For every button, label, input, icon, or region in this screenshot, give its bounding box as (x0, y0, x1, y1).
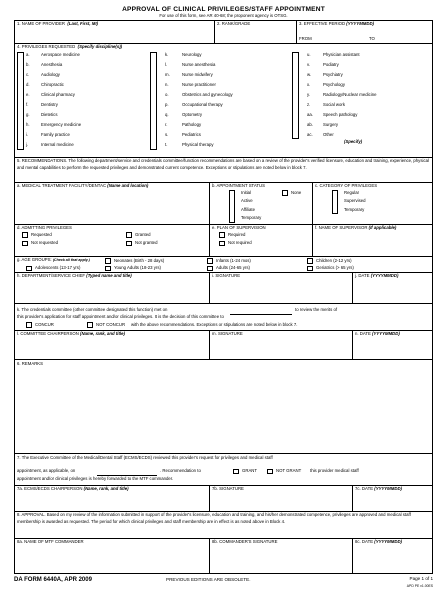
privilege-option: Obstetrics and gynecology (182, 91, 233, 97)
committee-met-text: k. The credentials committee (other committee designated this function) met on (17, 307, 168, 312)
privilege-letter: i. (26, 131, 29, 137)
recommendations-text: 5. RECOMMENDATIONS. The following department/service and credentials committee/function recommendations are based on a review of the provider's verified licensure, education and training, experience, physical and mental capabilities to perform the requested privileges and demonstrated current competence. Exceptions or stipulations are noted below in block 7. (17, 158, 429, 170)
ecms-date-field[interactable]: 7c. DATE (YYYYMMDD) (355, 486, 402, 491)
privilege-letter: m. (165, 71, 170, 77)
remarks-field[interactable]: 6. REMARKS (17, 361, 44, 366)
privilege-letter: a. (26, 51, 30, 57)
privileges-requested-label: 4. PRIVILEGES REQUESTED (Specify discipline(s)) (17, 44, 123, 49)
privilege-letter: o. (165, 91, 169, 97)
privilege-option: Family practice (41, 131, 70, 137)
privilege-option: Pediatrics (182, 131, 201, 137)
dept-chief-field[interactable]: h. DEPARTMENT/SERVICE CHIEF (Typed name and title) (17, 273, 132, 278)
privilege-letter: u. (307, 51, 311, 57)
grant-label: GRANT (242, 468, 258, 473)
supervision-required: Required (228, 231, 246, 237)
mtf-dentac-field[interactable]: a. MEDICAL TREATMENT FACILITY/DENTAC (Name and location) (17, 183, 149, 188)
privilege-option: Psychiatry (323, 71, 343, 77)
privilege-letter: n. (165, 81, 169, 87)
age-neonates: Neonates (Birth - 28 days) (114, 257, 165, 263)
privilege-letter: e. (26, 91, 30, 97)
privilege-option: Physician assistant (323, 51, 360, 57)
page-number: Page 1 of 1 (409, 576, 433, 581)
previous-editions-note: PREVIOUS EDITIONS ARE OBSOLETE. (166, 577, 251, 582)
privilege-letter: f. (26, 101, 29, 107)
admit-requested: Requested (31, 231, 52, 237)
privilege-option: Nurse anesthesia (182, 61, 216, 67)
privilege-letter: z. (307, 101, 311, 107)
age-adolescents: Adolescents (13-17 yrs) (35, 265, 81, 270)
age-adults-checkbox[interactable] (207, 266, 213, 272)
privilege-letter: q. (165, 111, 169, 117)
form-page (14, 6, 433, 592)
not-grant-label: NOT GRANT (276, 468, 302, 473)
committee-chair-field[interactable]: l. COMMITTEE CHAIRPERSON (Name, rank, and title) (17, 331, 125, 336)
ecms-signature-field[interactable]: 7b. SIGNATURE (212, 486, 244, 491)
category-temporary: Temporary (344, 206, 365, 212)
approval-text: 8. APPROVAL. Based on my review of the information submitted in support of the provider's licensure, education and training, and his/her demonstrated competence, privileges are approved and medical staff membership is awarded as requested. The period for which clinical privileges and staff membership are in effect is as noted above in Block 4. (17, 512, 411, 524)
admit-requested-checkbox[interactable] (22, 232, 28, 238)
privilege-option: Chiropractic (41, 81, 64, 87)
privilege-letter: r. (165, 121, 168, 127)
privilege-letter: p. (165, 101, 169, 107)
supervision-not-required-checkbox[interactable] (219, 241, 225, 247)
privilege-option: Occupational therapy (182, 101, 223, 107)
admit-not-requested-checkbox[interactable] (22, 241, 28, 247)
supervision-required-checkbox[interactable] (219, 232, 225, 238)
form-number: DA FORM 6440A, APR 2009 (14, 577, 92, 583)
privilege-option: Radiology/Nuclear medicine (323, 91, 377, 97)
privilege-option: Dietetics (41, 111, 58, 117)
privilege-letter: s. (165, 131, 169, 137)
privilege-letter: x. (307, 81, 311, 87)
status-active: Active (241, 198, 253, 203)
privilege-option: Neurology (182, 51, 202, 57)
committee-met-date-line[interactable] (230, 314, 292, 315)
concur-checkbox[interactable] (26, 322, 32, 328)
dept-chief-date-field[interactable]: j. DATE (YYYYMMDD) (355, 273, 399, 278)
privileges-col1-checkboxes[interactable] (17, 52, 24, 150)
privilege-letter: y. (307, 91, 311, 97)
status-initial: Initial (241, 189, 252, 195)
privilege-option: Dentistry (41, 101, 58, 107)
committee-signature-field[interactable]: m. SIGNATURE (212, 331, 243, 336)
other-specify-hint: (Specify) (344, 139, 363, 144)
supervisor-name-field[interactable]: f. NAME OF SUPERVISOR (If applicable) (315, 225, 397, 230)
not-concur-label: NOT CONCUR (96, 321, 126, 327)
privilege-letter: v. (307, 61, 311, 67)
age-geriatrics: Geriatrics (> 65 yrs) (316, 265, 354, 270)
privilege-letter: g. (26, 111, 30, 117)
privilege-letter: w. (307, 71, 312, 77)
privilege-letter: ab. (307, 121, 313, 127)
admitting-privileges-label: d. ADMITTING PRIVILEGES (17, 225, 72, 230)
age-neonates-checkbox[interactable] (105, 258, 111, 264)
form-subtitle: For use of this form, see AR 40-68; the proponent agency is OTSG. (159, 12, 288, 18)
age-infants-checkbox[interactable] (207, 258, 213, 264)
admit-not-granted-checkbox[interactable] (126, 241, 132, 247)
age-groups-label: g. AGE GROUPS: (Check all that apply.) (17, 257, 90, 262)
privilege-option: Podiatry (323, 61, 339, 67)
category-checkboxes[interactable] (332, 190, 338, 214)
age-children: Children (2-12 yrs) (316, 257, 352, 263)
privilege-option: Nurse midwifery (182, 71, 213, 77)
effective-from-label: FROM (299, 36, 312, 41)
ecms-review-text: 7. The Executive Committee of the Medical/Dental Staff (ECMS/ECDS) reviewed this provider's request for privileges and medical staff (17, 455, 273, 460)
privilege-option: Nurse practitioner (182, 81, 216, 87)
age-infants: Infants (1-24 mos) (216, 257, 251, 263)
not-grant-checkbox[interactable] (267, 469, 273, 475)
privilege-letter: h. (26, 121, 30, 127)
privilege-option: Other (323, 131, 334, 137)
privilege-option: Emergency medicine (41, 121, 82, 127)
ecms-chair-field[interactable]: 7a. ECMS/ECDS CHAIRPERSON (Name, rank, and title) (17, 486, 129, 491)
age-geriatrics-checkbox[interactable] (307, 266, 313, 272)
privilege-option: Pathology (182, 121, 202, 127)
medical-staff-text: this provider medical staff (310, 468, 359, 473)
privilege-option: Optometry (182, 111, 203, 117)
appointment-status-checkboxes[interactable] (229, 190, 235, 223)
category-supervised: Supervised (344, 198, 366, 203)
status-affiliate: Affiliate (241, 206, 256, 212)
admit-granted: Granted (135, 231, 151, 237)
privilege-option: Psychology (323, 81, 345, 87)
not-concur-checkbox[interactable] (87, 322, 93, 328)
appointment-status-label: b. APPOINTMENT STATUS (212, 183, 266, 188)
privilege-option: Surgery (323, 121, 339, 127)
privilege-letter: ac. (307, 131, 313, 137)
status-none: None (291, 189, 302, 195)
privilege-option: Speech pathology (323, 111, 358, 117)
mtf-commander-field[interactable]: 8a. NAME OF MTF COMMANDER (17, 539, 84, 544)
provider-name-field[interactable]: 1. NAME OF PROVIDER (Last, First, MI) (17, 21, 98, 26)
privilege-letter: aa. (307, 111, 313, 117)
age-young-adults: Young Adults (18-23 yrs) (114, 265, 161, 270)
effective-to-label: TO (369, 36, 375, 41)
privilege-option: Physical therapy (182, 141, 214, 147)
privilege-letter: l. (165, 61, 168, 67)
age-adolescents-checkbox[interactable] (26, 266, 32, 272)
status-temporary: Temporary (241, 215, 262, 220)
privileges-col3-checkboxes[interactable] (292, 52, 299, 140)
committee-decision-text: this provider's application for staff appointment and/or clinical privileges. It is the decision of this committee to (17, 314, 224, 319)
committee-merits-text: to review the merits of (295, 307, 338, 312)
age-young-adults-checkbox[interactable] (105, 266, 111, 272)
privilege-option: Anesthesia (41, 61, 63, 67)
effective-period-field[interactable]: 3. EFFECTIVE PERIOD (YYYYMMDD) (299, 21, 374, 26)
commander-date-field[interactable]: 8c. DATE (YYYYMMDD) (355, 539, 402, 544)
category-regular: Regular (344, 189, 360, 195)
admit-not-granted: Not granted (135, 240, 158, 245)
ecms-appointment-text: appointment, as applicable, on (17, 468, 76, 473)
committee-exceptions-text: with the above recommendations. Exceptions or stipulations are noted below in block 7. (131, 321, 298, 327)
privilege-option: Internal medicine (41, 141, 74, 147)
status-none-checkbox[interactable] (282, 190, 288, 196)
privilege-letter: c. (26, 71, 30, 77)
plan-supervision-label: e. PLAN OF SUPERVISION (212, 225, 266, 230)
dept-chief-signature-field[interactable]: i. SIGNATURE (212, 273, 241, 278)
concur-label: CONCUR (35, 321, 54, 327)
age-adults: Adults (24-65 yrs) (216, 265, 250, 270)
rank-grade-field[interactable]: 2. RANK/GRADE (217, 21, 251, 26)
recommendation-text: . Recommendation to (160, 468, 201, 473)
form-title: APPROVAL OF CLINICAL PRIVILEGES/STAFF APPOINTMENT (122, 6, 325, 13)
privilege-option: Aerospace medicine (41, 51, 80, 57)
age-children-checkbox[interactable] (307, 258, 313, 264)
commander-signature-field[interactable]: 8b. COMMANDER'S SIGNATURE (212, 539, 278, 544)
privilege-letter: t. (165, 141, 168, 147)
grant-checkbox[interactable] (233, 469, 239, 475)
privilege-option: Audiology (41, 71, 60, 77)
privilege-letter: j. (26, 141, 29, 147)
supervision-not-required: Not required (228, 240, 252, 245)
privilege-letter: b. (26, 61, 30, 67)
privilege-option: Social work (323, 101, 345, 107)
admit-not-requested: Not requested (31, 240, 58, 245)
committee-date-field[interactable]: n. DATE (YYYYMMDD) (355, 331, 400, 336)
forwarded-text: appointment and/or clinical privileges is hereby forwarded to the MTF commander. (17, 476, 174, 481)
privilege-letter: d. (26, 81, 30, 87)
apd-version: APD PE v1.00ES (406, 584, 433, 588)
privileges-col2-checkboxes[interactable] (150, 52, 157, 150)
privilege-letter: k. (165, 51, 169, 57)
category-privileges-label: c. CATEGORY OF PRIVILEGES (315, 183, 378, 188)
privilege-option: Clinical pharmacy (41, 91, 75, 97)
admit-granted-checkbox[interactable] (126, 232, 132, 238)
